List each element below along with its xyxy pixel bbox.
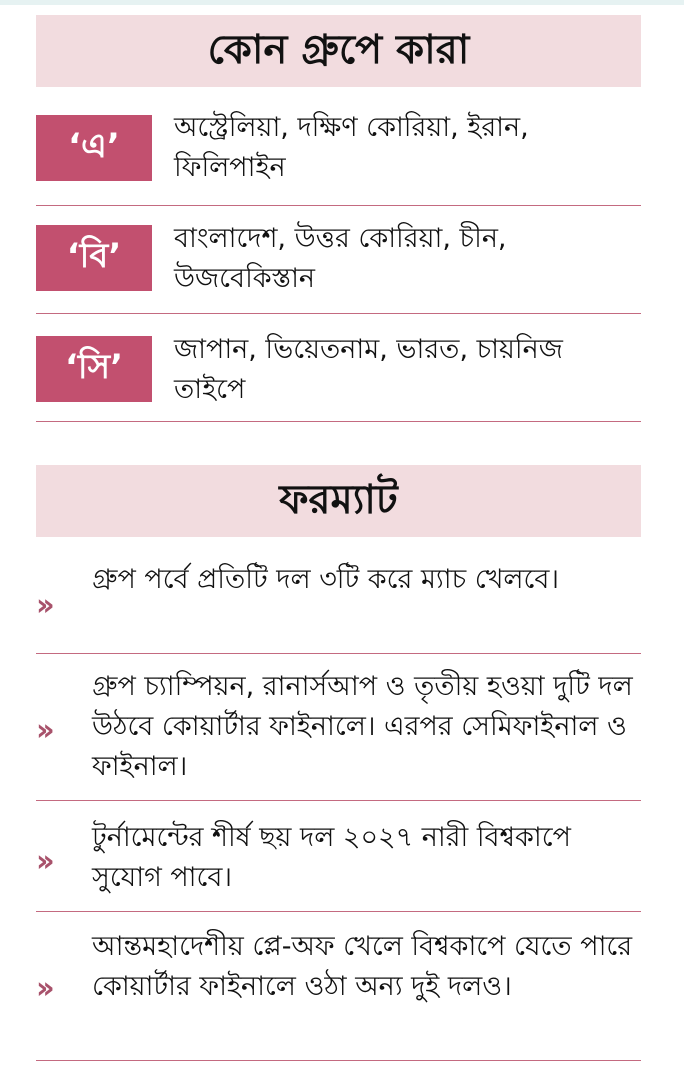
double-chevron-right-icon: ›› [36,713,49,748]
top-strip [0,0,684,5]
group-row-c [36,336,641,416]
group-row-a [36,114,641,194]
group-teams: জাপান, ভিয়েতনাম, ভারত, চায়নিজ তাইপে [174,334,563,405]
divider [36,313,641,314]
format-title: ফরম্যাট [36,465,641,537]
group-row-b [36,225,641,305]
divider [36,1060,641,1061]
group-badge: ‘বি’ [36,225,152,291]
format-item [36,667,641,792]
group-teams: বাংলাদেশ, উত্তর কোরিয়া, চীন, উজবেকিস্তান [174,223,507,294]
format-item [36,927,641,1052]
format-item-text: টুর্নামেন্টের শীর্ষ ছয় দল ২০২৭ নারী বিশ্বকাপে সুযোগ পাবে। [92,822,571,893]
format-item-text: গ্রুপ পর্বে প্রতিটি দল ৩টি করে ম্যাচ খেলবে। [92,564,560,595]
format-item-text: গ্রুপ চ্যাম্পিয়ন, রানার্সআপ ও তৃতীয় হওয়া দুটি দল উঠবে কোয়ার্টার ফাইনালে। এরপর সেমিফাইনাল ও ফাইনাল। [92,671,633,782]
double-chevron-right-icon: ›› [36,971,49,1006]
divider [36,653,641,654]
double-chevron-right-icon: ›› [36,588,49,623]
format-item-text: আন্তমহাদেশীয় প্লে-অফ খেলে বিশ্বকাপে যেতে পারে কোয়ার্টার ফাইনালে ওঠা অন্য দুই দলও। [92,931,633,1002]
double-chevron-right-icon: ›› [36,844,49,879]
groups-title: কোন গ্রুপে কারা [36,15,641,87]
format-item [36,560,641,650]
divider [36,800,641,801]
divider [36,421,641,422]
format-item [36,818,641,903]
divider [36,205,641,206]
group-badge: ‘সি’ [36,336,152,402]
group-teams: অস্ট্রেলিয়া, দক্ষিণ কোরিয়া, ইরান, ফিলিপাইন [174,112,529,183]
group-badge: ‘এ’ [36,115,152,181]
divider [36,911,641,912]
